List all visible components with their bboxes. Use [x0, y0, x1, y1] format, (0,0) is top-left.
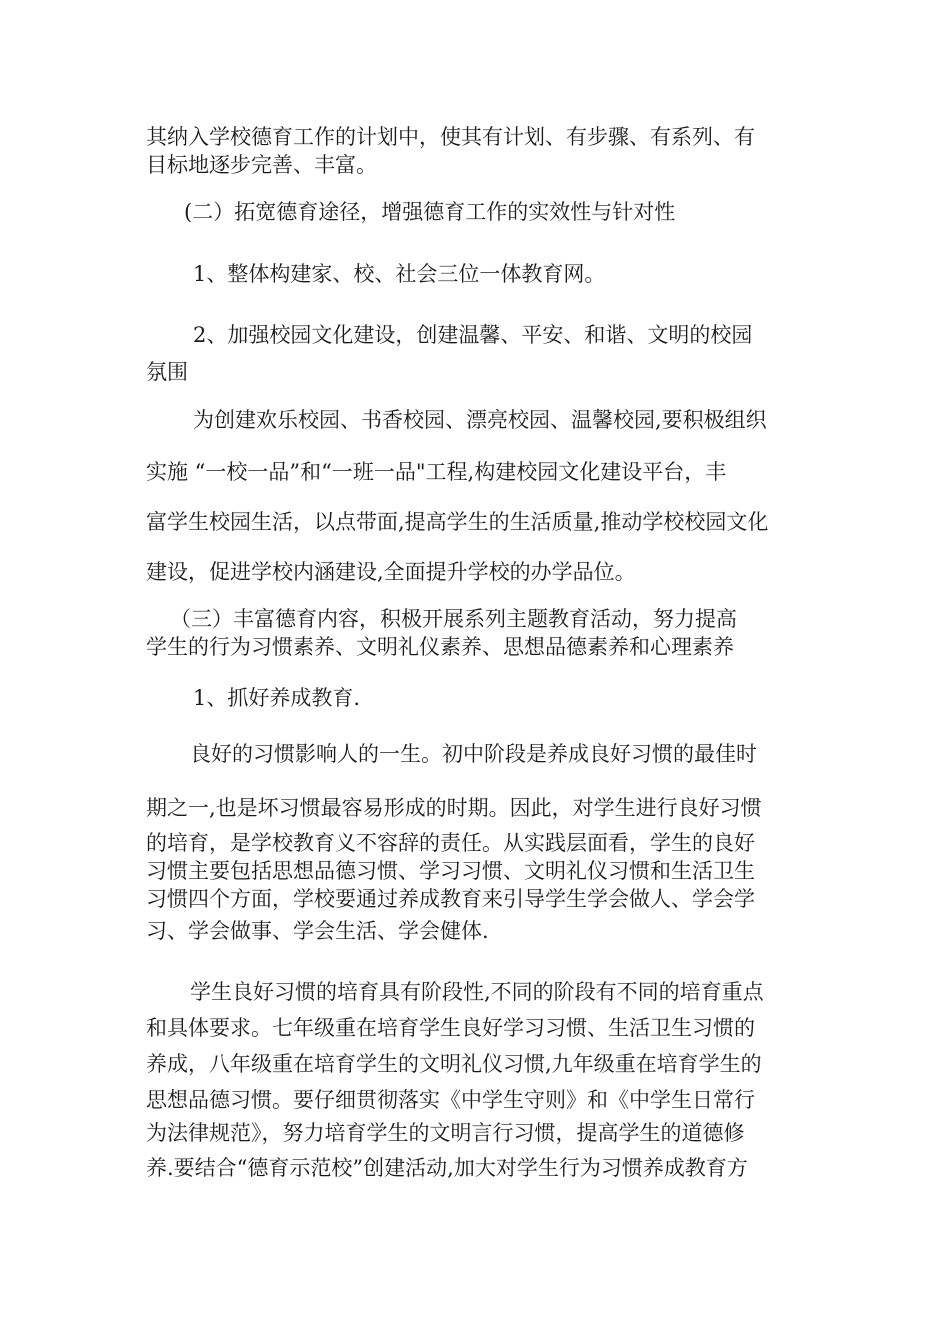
- text-line: 其纳入学校德育工作的计划中，使其有计划、有步骤、有系列、有: [146, 125, 755, 149]
- section-heading: 学生的行为习惯素养、文明礼仪素养、思想品德素养和心理素养: [146, 635, 734, 659]
- text-line: 良好的习惯影响人的一生。初中阶段是养成良好习惯的最佳时: [190, 742, 757, 766]
- text-line: 氛围: [146, 360, 188, 384]
- text-line: 思想品德习惯。要仔细贯彻落实《中学生守则》和《中学生日常行: [146, 1088, 755, 1112]
- text-line: 建设，促进学校内涵建设,全面提升学校的办学品位。: [146, 560, 636, 584]
- text-line: 富学生校园生活，以点带面,提高学生的生活质量,推动学校校园文化: [146, 510, 769, 534]
- text-line: 学生良好习惯的培育具有阶段性,不同的阶段有不同的培育重点: [190, 980, 764, 1004]
- text-line: 习、学会做事、学会生活、学会健体.: [146, 919, 489, 943]
- list-item-heading: 1、整体构建家、校、社会三位一体教育网。: [193, 262, 606, 286]
- text-line: 和具体要求。七年级重在培育学生良好学习习惯、生活卫生习惯的: [146, 1016, 755, 1040]
- text-line: 养.要结合“德育示范校”创建活动,加大对学生行为习惯养成教育方: [146, 1156, 748, 1180]
- text-line: 为法律规范》，努力培育学生的文明言行习惯，提高学生的道德修: [146, 1121, 745, 1145]
- section-heading: （三）丰富德育内容，积极开展系列主题教育活动，努力提高: [170, 607, 737, 631]
- text-line: 期之一,也是坏习惯最容易形成的时期。因此，对学生进行良好习惯: [146, 796, 762, 820]
- text-line: 养成，八年级重在培育学生的文明礼仪习惯,九年级重在培育学生的: [146, 1052, 762, 1076]
- list-item-heading: 2、加强校园文化建设，创建温馨、平安、和谐、文明的校园: [193, 323, 753, 347]
- text-line: 实施 “一校一品”和“一班一品"工程,构建校园文化建设平台，丰: [146, 460, 727, 484]
- text-line: 为创建欢乐校园、书香校园、漂亮校园、温馨校园,要积极组织: [193, 408, 767, 432]
- list-item-heading: 1、抓好养成教育.: [193, 686, 361, 710]
- text-line: 习惯主要包括思想品德习惯、学习习惯、文明礼仪习惯和生活卫生: [146, 859, 755, 883]
- section-heading: (二）拓宽德育途径，增强德育工作的实效性与针对性: [184, 200, 676, 224]
- text-line: 习惯四个方面，学校要通过养成教育来引导学生学会做人、学会学: [146, 887, 755, 911]
- text-line: 的培育，是学校教育义不容辞的责任。从实践层面看，学生的良好: [146, 831, 755, 855]
- text-line: 目标地逐步完善、丰富。: [146, 153, 377, 177]
